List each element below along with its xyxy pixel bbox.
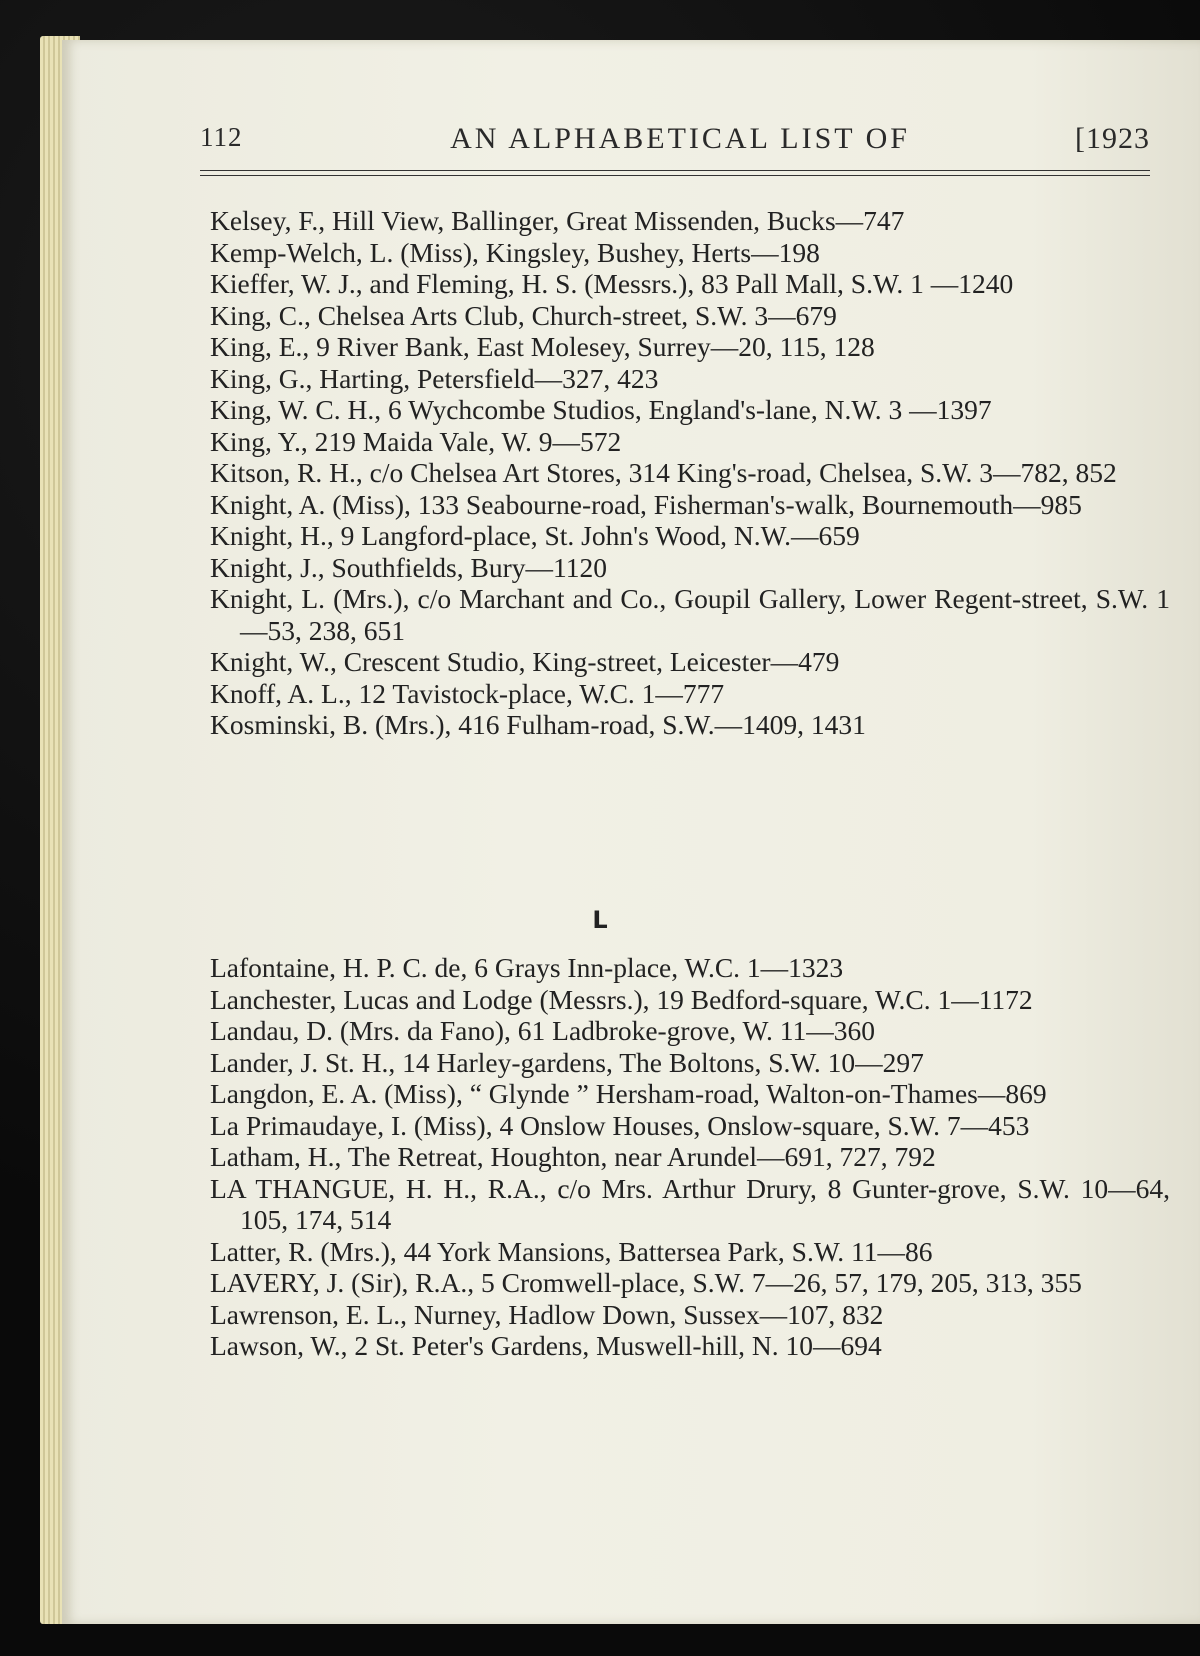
- page-number: 112: [200, 122, 243, 152]
- list-entry: Latham, H., The Retreat, Houghton, near Arundel—691, 727, 792: [210, 1141, 936, 1172]
- list-entry: Kelsey, F., Hill View, Ballinger, Great Missenden, Bucks—747: [210, 205, 905, 236]
- list-entry: Knoff, A. L., 12 Tavistock-place, W.C. 1—777: [210, 677, 725, 709]
- header-rule-top: [200, 170, 1150, 171]
- list-entry: King, Y., 219 Maida Vale, W. 9—572: [210, 425, 622, 457]
- list-entry: LAVERY, J. (Sir), R.A., 5 Cromwell-place, S.W. 7—26, 57, 179, 205, 313, 355: [210, 1267, 1082, 1298]
- list-entry: King, E., 9 River Bank, East Molesey, Surrey—20, 115, 128: [210, 331, 875, 362]
- list-entry: Knight, W., Crescent Studio, King-street, Leicester—479: [210, 646, 840, 677]
- year-label: [1923: [1075, 122, 1150, 155]
- list-entry: Kosminski, B. (Mrs.), 416 Fulham-road, S.W.—1409, 1431: [210, 709, 866, 740]
- list-entry: La Primaudaye, I. (Miss), 4 Onslow Houses, Onslow-square, S.W. 7—453: [210, 1109, 1030, 1141]
- header-rule-bottom: [200, 175, 1150, 176]
- list-entry: Lanchester, Lucas and Lodge (Messrs.), 19 Bedford-square, W.C. 1—1172: [210, 983, 1033, 1015]
- list-entry: Langdon, E. A. (Miss), “ Glynde ” Hersham-road, Walton-on-Thames—869: [210, 1078, 1047, 1109]
- list-entry: Kitson, R. H., c/o Chelsea Art Stores, 314 King's-road, Chelsea, S.W. 3—782, 852: [210, 457, 1117, 488]
- list-entry: King, C., Chelsea Arts Club, Church-street, S.W. 3—679: [210, 299, 837, 331]
- list-entry: Lawrenson, E. L., Nurney, Hadlow Down, Sussex—107, 832: [210, 1298, 884, 1330]
- list-entry: Latter, R. (Mrs.), 44 York Mansions, Battersea Park, S.W. 11—86: [210, 1235, 933, 1267]
- running-title: AN ALPHABETICAL LIST OF: [450, 122, 910, 155]
- list-entry: Landau, D. (Mrs. da Fano), 61 Ladbroke-grove, W. 11—360: [210, 1015, 875, 1046]
- list-entry: Lawson, W., 2 St. Peter's Gardens, Muswell-hill, N. 10—694: [210, 1330, 882, 1361]
- list-entry: Knight, H., 9 Langford-place, St. John's Wood, N.W.—659: [210, 520, 860, 551]
- list-entry: Knight, L. (Mrs.), c/o Marchant and Co., Goupil Gallery, Lower Regent-street, S.W. 1—53, 238, 651: [210, 583, 1170, 646]
- list-entry: Kemp-Welch, L. (Miss), Kingsley, Bushey, Herts—198: [210, 236, 820, 268]
- section-l-entries: [210, 952, 1170, 1362]
- list-entry: King, W. C. H., 6 Wychcombe Studios, England's-lane, N.W. 3 —1397: [210, 394, 992, 425]
- list-entry: Lafontaine, H. P. C. de, 6 Grays Inn-place, W.C. 1—1323: [210, 952, 844, 983]
- list-entry: Knight, J., Southfields, Bury—1120: [210, 551, 607, 583]
- list-entry: LA THANGUE, H. H., R.A., c/o Mrs. Arthur Drury, 8 Gunter-grove, S.W. 10—64, 105, 174, 514: [210, 1172, 1170, 1235]
- section-k-entries: [210, 205, 1170, 741]
- running-header: [200, 122, 1155, 162]
- list-entry: King, G., Harting, Petersfield—327, 423: [210, 362, 659, 394]
- list-entry: Lander, J. St. H., 14 Harley-gardens, The Boltons, S.W. 10—297: [210, 1046, 924, 1078]
- list-entry: Kieffer, W. J., and Fleming, H. S. (Messrs.), 83 Pall Mall, S.W. 1 —1240: [210, 268, 1014, 299]
- section-heading-l: L: [592, 906, 608, 934]
- list-entry: Knight, A. (Miss), 133 Seabourne-road, Fisherman's-walk, Bournemouth—985: [210, 488, 1082, 520]
